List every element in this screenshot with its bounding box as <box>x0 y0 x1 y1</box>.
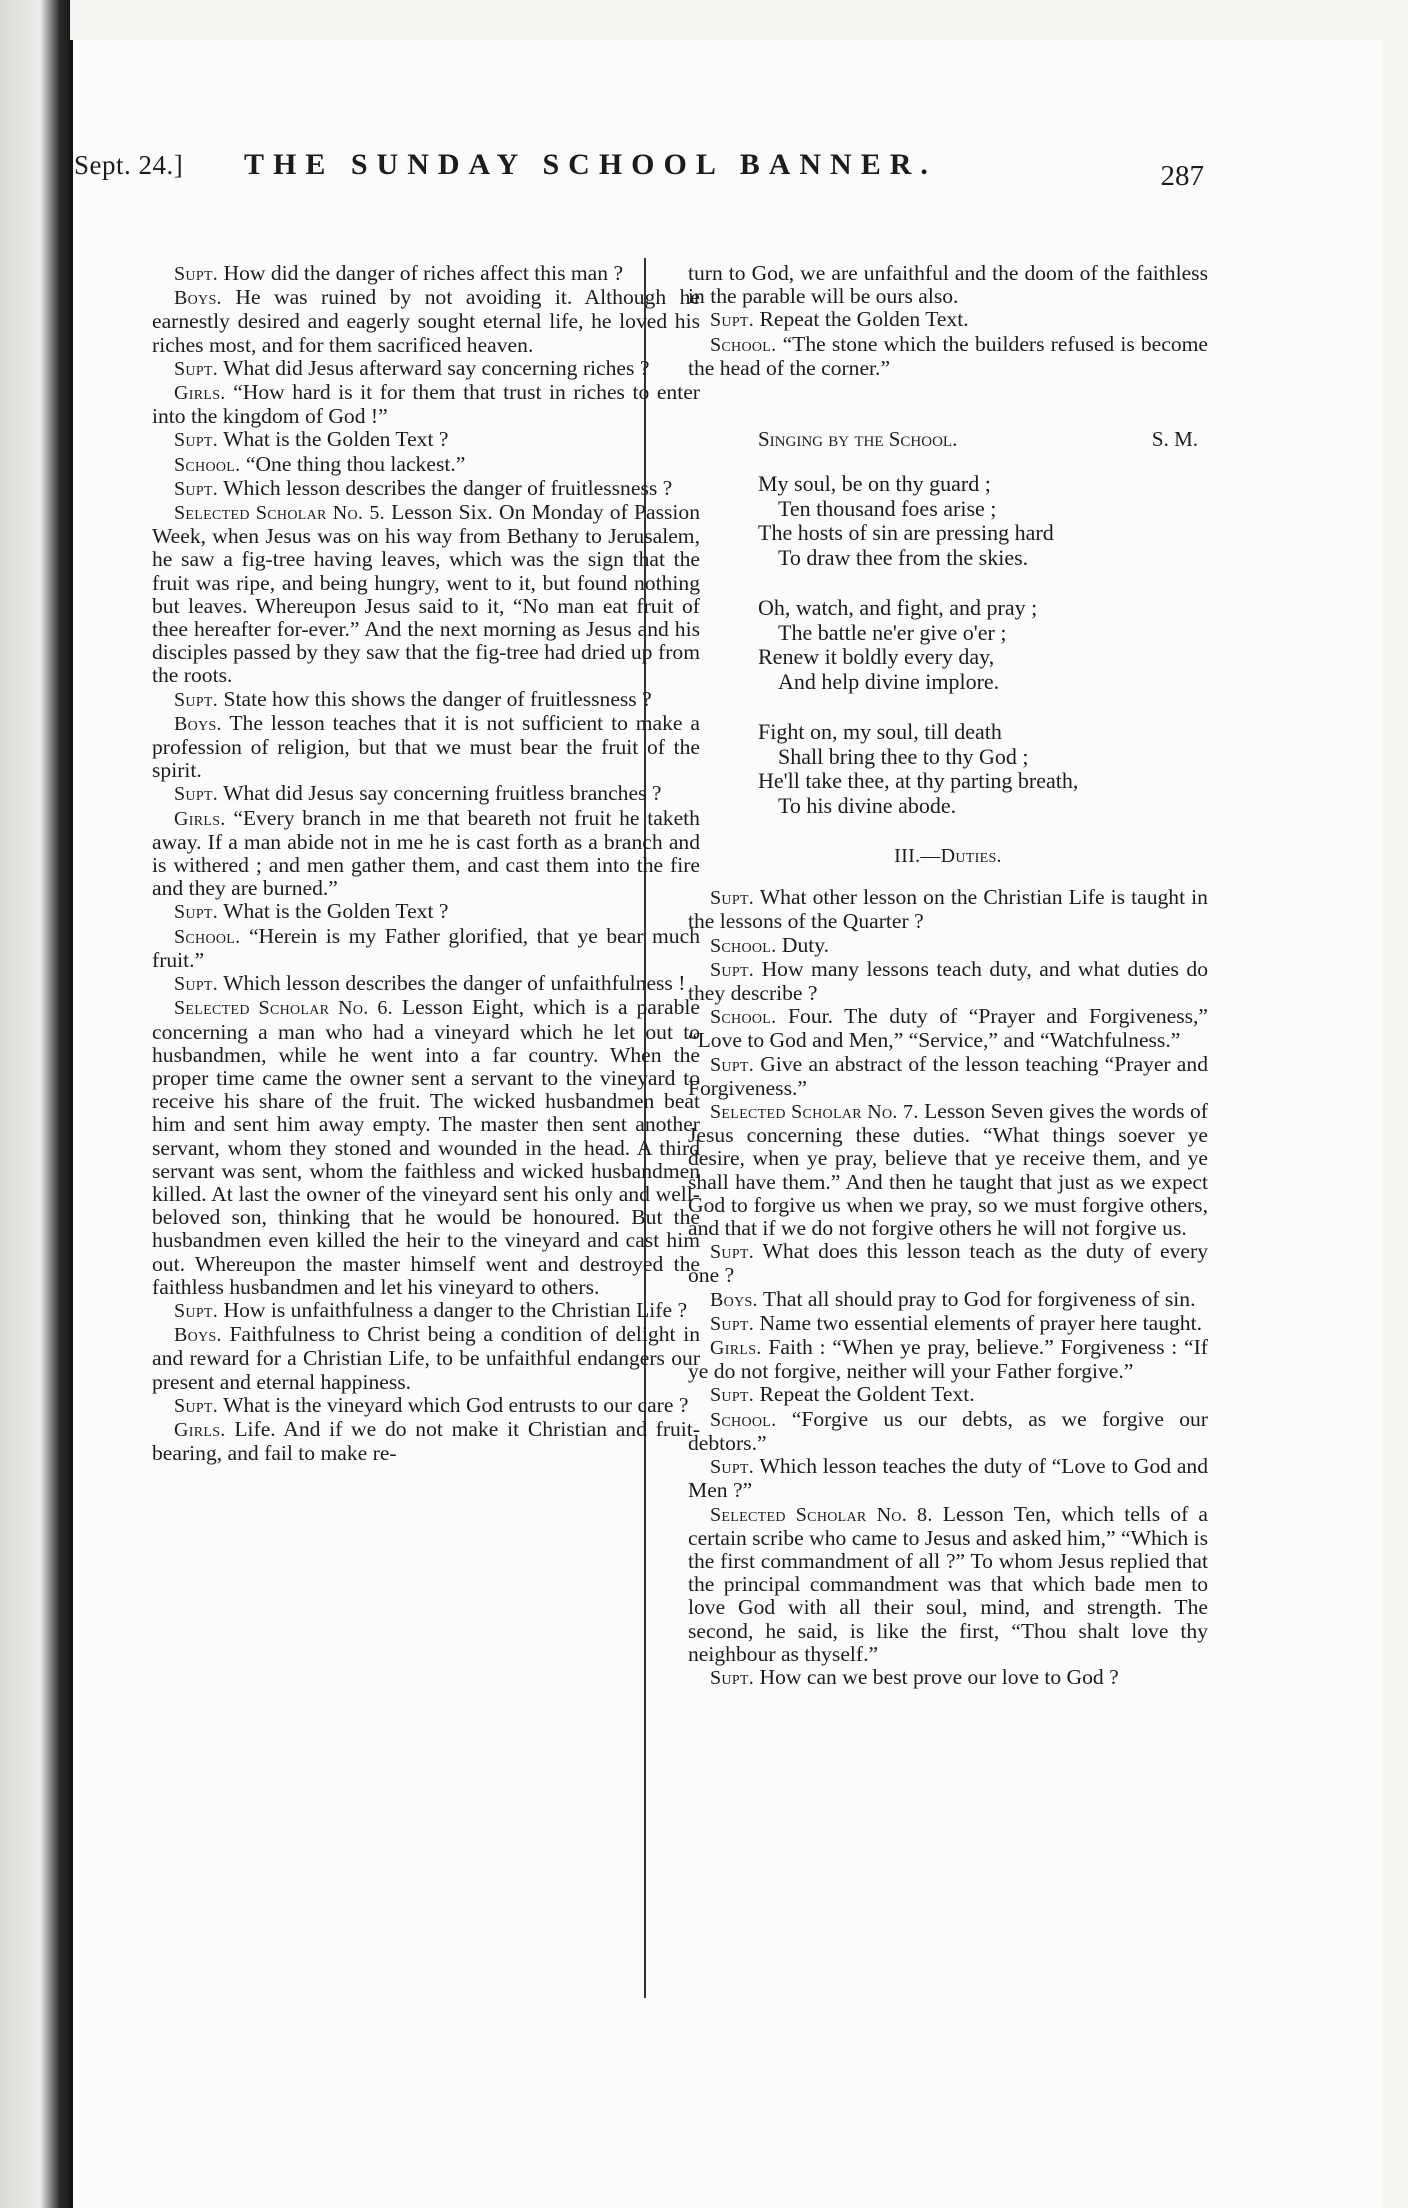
speaker-label: Supt. <box>710 1312 755 1335</box>
dialogue-text: Repeat the Golden Text. <box>759 307 969 332</box>
dialogue-paragraph <box>152 782 700 806</box>
dialogue-text: Repeat the Goldent Text. <box>759 1382 975 1407</box>
dialogue-paragraph <box>152 996 700 1299</box>
dialogue-text: “Herein is my Father glorified, that ye bear much fruit.” <box>152 923 700 972</box>
hymn-line: And help divine implore. <box>778 668 1000 694</box>
dialogue-text: Give an abstract of the lesson teaching “Prayer and Forgiveness.” <box>688 1051 1208 1100</box>
dialogue-paragraph <box>688 958 1208 1005</box>
dialogue-paragraph <box>688 1336 1208 1383</box>
right-column-dialogue-top <box>688 262 1208 380</box>
dialogue-text: Four. The duty of “Prayer and Forgiveness,” “Love to God and Men,” “Service,” and “Watchfulness.” <box>688 1004 1208 1053</box>
dialogue-paragraph <box>688 886 1208 933</box>
dialogue-paragraph <box>152 712 700 783</box>
speaker-label: Supt. <box>710 1456 755 1479</box>
dialogue-text: He was ruined by not avoiding it. Although he earnestly desired and eagerly sought eternal life, he loved his riches most, and for them sacrificed heaven. <box>152 285 700 357</box>
dialogue-text: Which lesson teaches the duty of “Love to God and Men ?” <box>688 1454 1209 1503</box>
speaker-label: Girls. <box>174 807 226 830</box>
dialogue-text: Duty. <box>781 932 830 957</box>
dialogue-text: Life. And if we do not make it Christian and fruit-bearing, and fail to make re- <box>152 1416 700 1466</box>
hymn-line: Shall bring thee to thy God ; <box>778 743 1029 769</box>
speaker-label: Boys. <box>174 287 222 310</box>
running-header <box>74 140 1204 200</box>
speaker-label: School. <box>174 453 241 476</box>
speaker-label: Girls. <box>174 382 226 405</box>
dialogue-text: Lesson Seven gives the words of Jesus concerning these duties. “What things soever ye desire, when ye pray, believe that ye receive them, and ye shall have them.” And then he taught that just as we expect God to forgive us when we pray, so we must forgive others, and that if we do not forgive others he will not forgive us. <box>688 1099 1209 1241</box>
speaker-label: Supt. <box>174 901 219 924</box>
dialogue-paragraph <box>688 1455 1208 1502</box>
dialogue-text: How is unfaithfulness a danger to the Christian Life ? <box>223 1297 688 1322</box>
header-date: Sept. 24.] <box>74 150 184 180</box>
dialogue-text: What other lesson on the Christian Life is taught in the lessons of the Quarter ? <box>688 885 1208 934</box>
dialogue-text: “Forgive us our debts, as we forgive our debtors.” <box>688 1406 1208 1455</box>
song-title: Singing by the School. <box>758 427 958 452</box>
hymn-line: To his divine abode. <box>778 792 957 818</box>
dialogue-paragraph <box>688 308 1208 332</box>
speaker-label: Boys. <box>174 1324 222 1347</box>
speaker-label: Supt. <box>710 1384 755 1407</box>
hymn-stanza <box>758 596 1208 694</box>
dialogue-text: Faith : “When ye pray, believe.” Forgiveness : “If ye do not forgive, neither will your Father forgive.” <box>688 1335 1208 1384</box>
song-meter: S. M. <box>1151 427 1198 452</box>
dialogue-paragraph <box>688 1503 1208 1666</box>
speaker-label: Supt. <box>174 1394 219 1417</box>
dialogue-text: What is the Golden Text ? <box>223 899 449 924</box>
hymn-line: Oh, watch, and fight, and pray ; <box>758 595 1038 621</box>
dialogue-paragraph <box>688 1383 1208 1407</box>
dialogue-text: The lesson teaches that it is not sufficient to make a profession of religion, but that we must bear the fruit of the spirit. <box>152 710 700 783</box>
dialogue-text: Which lesson describes the danger of fruitlessness ? <box>223 475 673 500</box>
dialogue-paragraph <box>152 1418 700 1465</box>
hymn-line: Fight on, my soul, till death <box>758 719 1002 745</box>
speaker-label: Supt. <box>174 429 219 452</box>
dialogue-paragraph <box>152 477 700 501</box>
dialogue-paragraph <box>152 501 700 688</box>
hymn-stanza <box>758 472 1208 570</box>
dialogue-text: What did Jesus afterward say concerning riches ? <box>223 355 650 380</box>
speaker-label: Supt. <box>174 357 219 380</box>
dialogue-paragraph <box>688 1312 1208 1336</box>
dialogue-text: turn to God, we are unfaithful and the doom of the faithless in the parable will be ours also. <box>688 261 1208 309</box>
dialogue-paragraph <box>152 1299 700 1323</box>
dialogue-text: “One thing thou lackest.” <box>245 451 466 476</box>
hymn-line: Ten thousand foes arise ; <box>778 495 997 521</box>
hymn-stanza <box>758 720 1208 818</box>
dialogue-paragraph <box>688 1408 1208 1455</box>
dialogue-paragraph <box>688 333 1208 380</box>
speaker-label: Supt. <box>710 958 755 981</box>
dialogue-paragraph <box>152 972 700 996</box>
dialogue-text: Lesson Ten, which tells of a certain scribe who came to Jesus and asked him,” “Which is the first commandment of all ?” To whom Jesus replied that the principal commandment was that which bade men to love God with all their soul, mind, and strength. The second, he said, is like the first, “Thou shalt love thy neighbour as thyself.” <box>688 1501 1209 1666</box>
dialogue-paragraph <box>152 807 700 901</box>
hymn-line: Renew it boldly every day, <box>758 644 995 670</box>
speaker-label: Girls. <box>174 1418 226 1441</box>
dialogue-text: “The stone which the builders refused is become the head of the corner.” <box>688 331 1208 380</box>
dialogue-paragraph <box>152 428 700 452</box>
page-number: 287 <box>1160 160 1204 192</box>
hymn-line: The battle ne'er give o'er ; <box>778 619 1007 645</box>
speaker-label: School. <box>710 333 777 356</box>
dialogue-paragraph <box>688 1666 1208 1690</box>
speaker-label: Supt. <box>710 1666 755 1689</box>
speaker-label: Selected Scholar No. 5. <box>174 502 385 525</box>
hymn <box>688 472 1208 818</box>
dialogue-text: State how this shows the danger of fruitlessness ? <box>223 686 652 711</box>
speaker-label: Selected Scholar No. 6. <box>174 997 393 1020</box>
hymn-line: My soul, be on thy guard ; <box>758 471 991 497</box>
dialogue-paragraph <box>152 286 700 357</box>
dialogue-text: How can we best prove our love to God ? <box>759 1664 1119 1689</box>
dialogue-paragraph <box>152 925 700 972</box>
dialogue-text: What is the vineyard which God entrusts to our care ? <box>223 1392 689 1417</box>
dialogue-paragraph <box>152 1323 700 1394</box>
dialogue-text: How many lessons teach duty, and what duties do they describe ? <box>688 956 1208 1006</box>
hymn-line: The hosts of sin are pressing hard <box>758 520 1054 546</box>
dialogue-text: Faithfulness to Christ being a condition of delight in and reward for a Christian Life, to be unfaithful endangers our present and eternal happiness. <box>152 1322 700 1394</box>
dialogue-text: What is the Golden Text ? <box>223 427 449 452</box>
speaker-label: School. <box>710 1408 777 1431</box>
speaker-label: School. <box>710 934 777 957</box>
speaker-label: Supt. <box>710 887 755 910</box>
dialogue-text: Name two essential elements of prayer here taught. <box>759 1310 1202 1335</box>
right-column <box>688 262 1208 1690</box>
dialogue-paragraph <box>152 262 700 286</box>
dialogue-text: “Every branch in me that beareth not fruit he taketh away. If a man abide not in me he is cast forth as a branch and is withered ; and men gather them, and cast them into the fire and they are burned.” <box>152 805 700 901</box>
speaker-label: Supt. <box>174 688 219 711</box>
dialogue-text: That all should pray to God for forgiveness of sin. <box>762 1286 1196 1311</box>
dialogue-paragraph <box>152 381 700 428</box>
speaker-label: Boys. <box>174 712 222 735</box>
dialogue-paragraph <box>688 262 1208 308</box>
right-column-dialogue-bottom <box>688 886 1208 1690</box>
dialogue-paragraph <box>688 1005 1208 1052</box>
speaker-label: School. <box>174 925 241 948</box>
section-heading-text: III.—Duties. <box>894 845 1002 868</box>
dialogue-paragraph <box>688 1288 1208 1312</box>
dialogue-text: Which lesson describes the danger of unfaithfulness ! <box>223 971 686 996</box>
speaker-label: Selected Scholar No. 8. <box>710 1503 933 1526</box>
dialogue-text: What does this lesson teach as the duty of every one ? <box>688 1239 1208 1288</box>
dialogue-text: “How hard is it for them that trust in riches to enter into the kingdom of God !” <box>152 380 700 429</box>
dialogue-paragraph <box>688 1053 1208 1100</box>
hymn-line: He'll take thee, at thy parting breath, <box>758 768 1079 794</box>
left-column <box>152 262 700 1465</box>
page-binding-edge <box>0 0 70 2208</box>
dialogue-paragraph <box>688 1100 1208 1240</box>
speaker-label: Supt. <box>710 1241 755 1264</box>
speaker-label: Supt. <box>174 1299 219 1322</box>
song-heading <box>688 428 1208 454</box>
speaker-label: Supt. <box>174 973 219 996</box>
header-title: THE SUNDAY SCHOOL BANNER. <box>244 148 937 181</box>
dialogue-paragraph <box>152 900 700 924</box>
speaker-label: Selected Scholar No. 7. <box>710 1101 919 1124</box>
dialogue-paragraph <box>152 453 700 477</box>
speaker-label: Supt. <box>174 477 219 500</box>
dialogue-text: How did the danger of riches affect this man ? <box>223 261 624 285</box>
speaker-label: Girls. <box>710 1337 762 1360</box>
speaker-label: School. <box>710 1006 777 1029</box>
speaker-label: Boys. <box>710 1288 758 1311</box>
dialogue-paragraph <box>152 1394 700 1418</box>
dialogue-paragraph <box>688 934 1208 958</box>
dialogue-paragraph <box>152 688 700 712</box>
dialogue-paragraph <box>688 1240 1208 1287</box>
dialogue-text: Lesson Eight, which is a parable concerning a man who had a vineyard which he let out to husbandmen, while he went into a far country. When the proper time came the owner sent a servant to the vineyard to receive his share of the fruit. The wicked husbandmen beat him and sent him away empty. The master then sent another servant, whom they stoned and wounded in the head. A third servant was sent, whom the faithless and wicked husbandmen killed. At last the owner of the vineyard sent his only and well-beloved son, thinking that he would be honoured. But the husbandmen even killed the heir to the vineyard and cast him out. Whereupon the master himself went and destroyed the faithless husbandmen and let his vineyard to others. <box>152 995 701 1299</box>
speaker-label: Supt. <box>174 783 219 806</box>
hymn-line: To draw thee from the skies. <box>778 544 1029 570</box>
speaker-label: Supt. <box>710 1053 755 1076</box>
section-heading <box>688 844 1208 868</box>
dialogue-text: What did Jesus say concerning fruitless branches ? <box>223 781 662 806</box>
dialogue-text: Lesson Six. On Monday of Passion Week, when Jesus was on his way from Bethany to Jerusalem, he saw a fig-tree having leaves, which was the sign that the fruit was ripe, and being hungry, went to it, but found nothing but leaves. Whereupon Jesus said to it, “No man eat fruit of thee hereafter for-ever.” And the next morning as Jesus and his disciples passed by they saw that the fig-tree had dried up from the roots. <box>152 500 701 688</box>
speaker-label: Supt. <box>174 263 219 285</box>
dialogue-paragraph <box>152 357 700 381</box>
speaker-label: Supt. <box>710 309 755 332</box>
